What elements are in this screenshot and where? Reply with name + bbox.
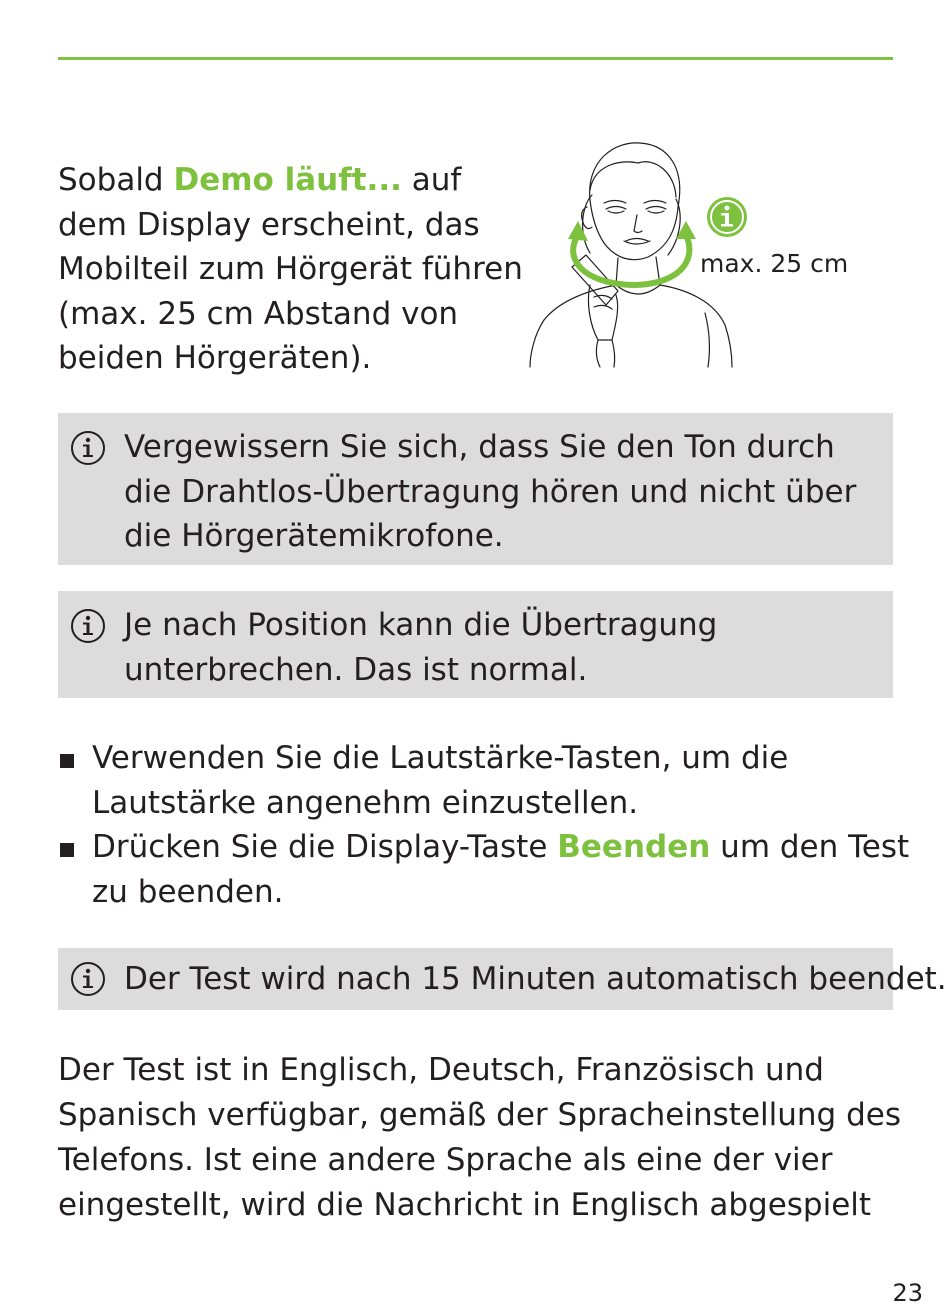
note-text: Vergewissern Sie sich, dass Sie den Ton durch die Drahtlos-Übertragung hören und nicht über die Hörgerätemikrofone.: [124, 429, 857, 554]
info-note: [58, 591, 893, 698]
max-distance-label: max. 25 cm: [700, 249, 849, 278]
info-note: [58, 948, 947, 1010]
intro-text-before: Sobald: [58, 162, 174, 198]
bullet-square-icon: [60, 843, 74, 857]
intro-paragraph: [58, 158, 528, 381]
list-item-text: Verwenden Sie die Lautstärke-Tasten, um die Lautstärke angenehm einzustellen.: [92, 740, 789, 821]
info-note: [58, 413, 893, 565]
note-text: Der Test wird nach 15 Minuten automatisch beendet.: [124, 961, 947, 997]
info-icon: [70, 608, 106, 644]
info-icon: [70, 430, 106, 466]
list-item: [58, 825, 918, 914]
info-icon: [70, 961, 106, 997]
top-rule: [58, 57, 893, 60]
closing-paragraph: Der Test ist in Englisch, Deutsch, Französisch und Spanisch verfügbar, gemäß der Spracheinstellung des Telefons. Ist eine andere Sprache als eine der vier eingestellt, wird die Nachricht in Englisch abgespielt: [58, 1052, 901, 1223]
list-item: [58, 736, 918, 825]
instruction-list: [58, 736, 918, 914]
bullet-square-icon: [60, 754, 74, 768]
end-key-highlight: Beenden: [557, 829, 711, 865]
intro-text-after: auf dem Display erscheint, das Mobilteil zum Hörgerät führen (max. 25 cm Abstand von beiden Hörgeräten).: [58, 162, 523, 376]
note-text: Je nach Position kann die Übertragung unterbrechen. Das ist normal.: [124, 607, 718, 688]
demo-status-highlight: Demo läuft...: [173, 162, 402, 198]
page-number: 23: [892, 1279, 923, 1307]
list-item-text-before: Drücken Sie die Display-Taste: [92, 829, 558, 865]
list-item-text-after: um den Test zu beenden.: [92, 829, 910, 910]
info-icon: [707, 197, 747, 237]
